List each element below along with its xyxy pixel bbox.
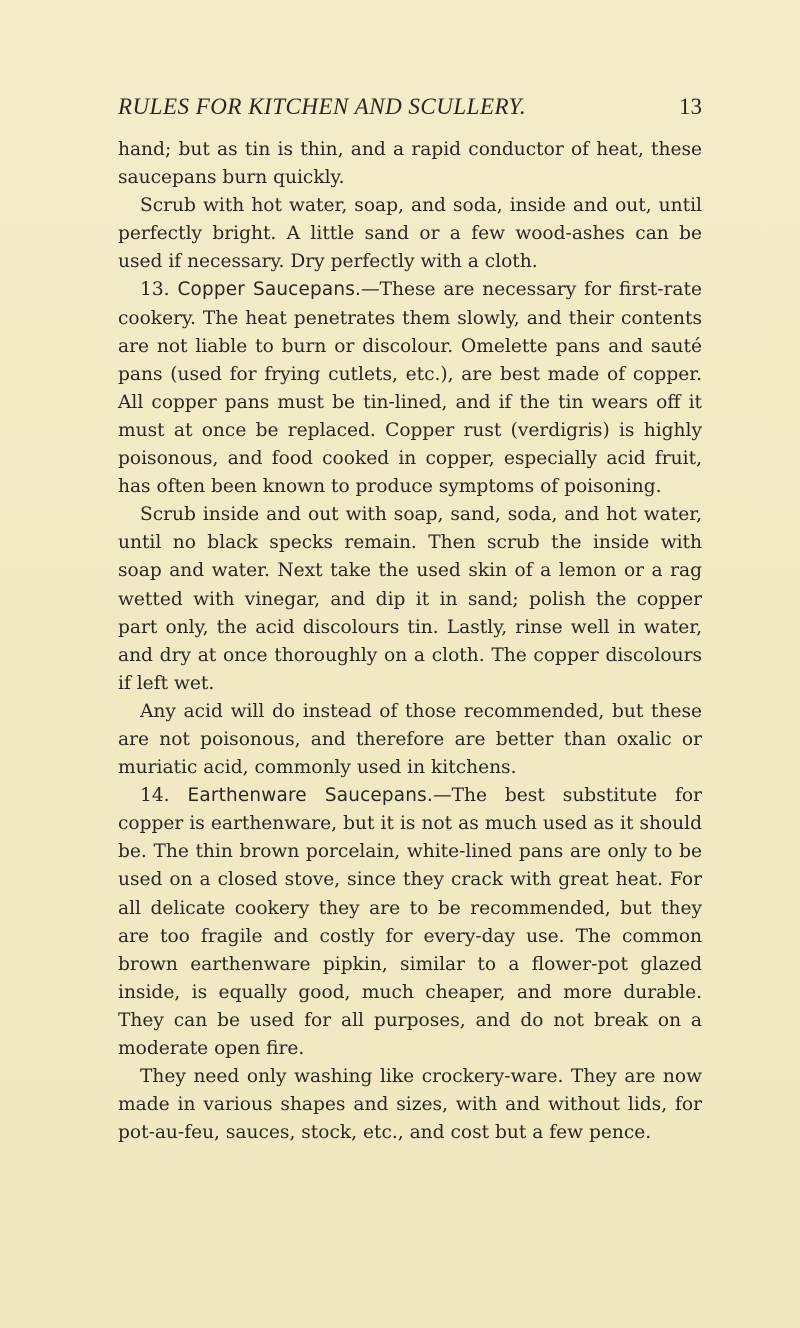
body-text bbox=[118, 136, 702, 1147]
section-earthenware-saucepans bbox=[118, 782, 702, 1063]
running-title: RULES FOR KITCHEN AND SCULLERY. bbox=[118, 94, 527, 119]
paragraph-continuation: hand; but as tin is thin, and a rapid conductor of heat, these saucepans burn quickly. bbox=[118, 139, 702, 189]
paragraph-washing: They need only washing like crockery-ware. They are now made in various shapes and sizes, with and without lids, for pot-au-feu, sauces, stock, etc., and cost but a few pence. bbox=[118, 1066, 702, 1144]
page-number: 13 bbox=[679, 94, 702, 119]
section-heading: Copper Saucepans. bbox=[177, 279, 362, 301]
section-copper-saucepans bbox=[118, 276, 702, 501]
section-text: —The best substitute for copper is earthenware, but it is not as much used as it should be. The thin brown porcelain, white-lined pans are only to be used on a closed stove, since they crack with great heat. For all delicate cookery they are to be recommended, but they are too fragile and costly for every-day use. The common brown earthenware pipkin, similar to a flower-pot glazed inside, is equally good, much cheaper, and more durable. They can be used for all purposes, and do not break on a moderate open fire. bbox=[118, 785, 702, 1059]
paragraph-acid: Any acid will do instead of those recommended, but these are not poisonous, and therefore are better than oxalic or muriatic acid, commonly used in kitchens. bbox=[118, 700, 702, 779]
paragraph-scrub-tin: Scrub with hot water, soap, and soda, inside and out, until perfectly bright. A little sand or a few wood-ashes can be used if necessary. Dry perfectly with a cloth. bbox=[118, 195, 702, 273]
section-heading: Earthenware Saucepans. bbox=[187, 785, 433, 807]
section-number: 14. bbox=[140, 785, 170, 807]
section-number: 13. bbox=[140, 279, 170, 301]
page-header bbox=[118, 94, 702, 124]
paragraph-scrub-copper: Scrub inside and out with soap, sand, soda, and hot water, until no black specks remain. Then scrub the inside with soap and water. Next take the used skin of a lemon or a rag wetted with vinegar, and dip it in sand; polish the copper part only, the acid discolours tin. Lastly, rinse well in water, and dry at once thoroughly on a cloth. The copper discolours if left wet. bbox=[118, 504, 702, 694]
section-text: —These are necessary for first-rate cookery. The heat penetrates them slowly, and their contents are not liable to burn or discolour. Omelette pans and sauté pans (used for frying cutlets, etc.), are best made of copper. All copper pans must be tin-lined, and if the tin wears off it must at once be replaced. Copper rust (verdigris) is highly poisonous, and food cooked in copper, especially acid fruit, has often been known to produce symptoms of poisoning. bbox=[118, 279, 702, 498]
